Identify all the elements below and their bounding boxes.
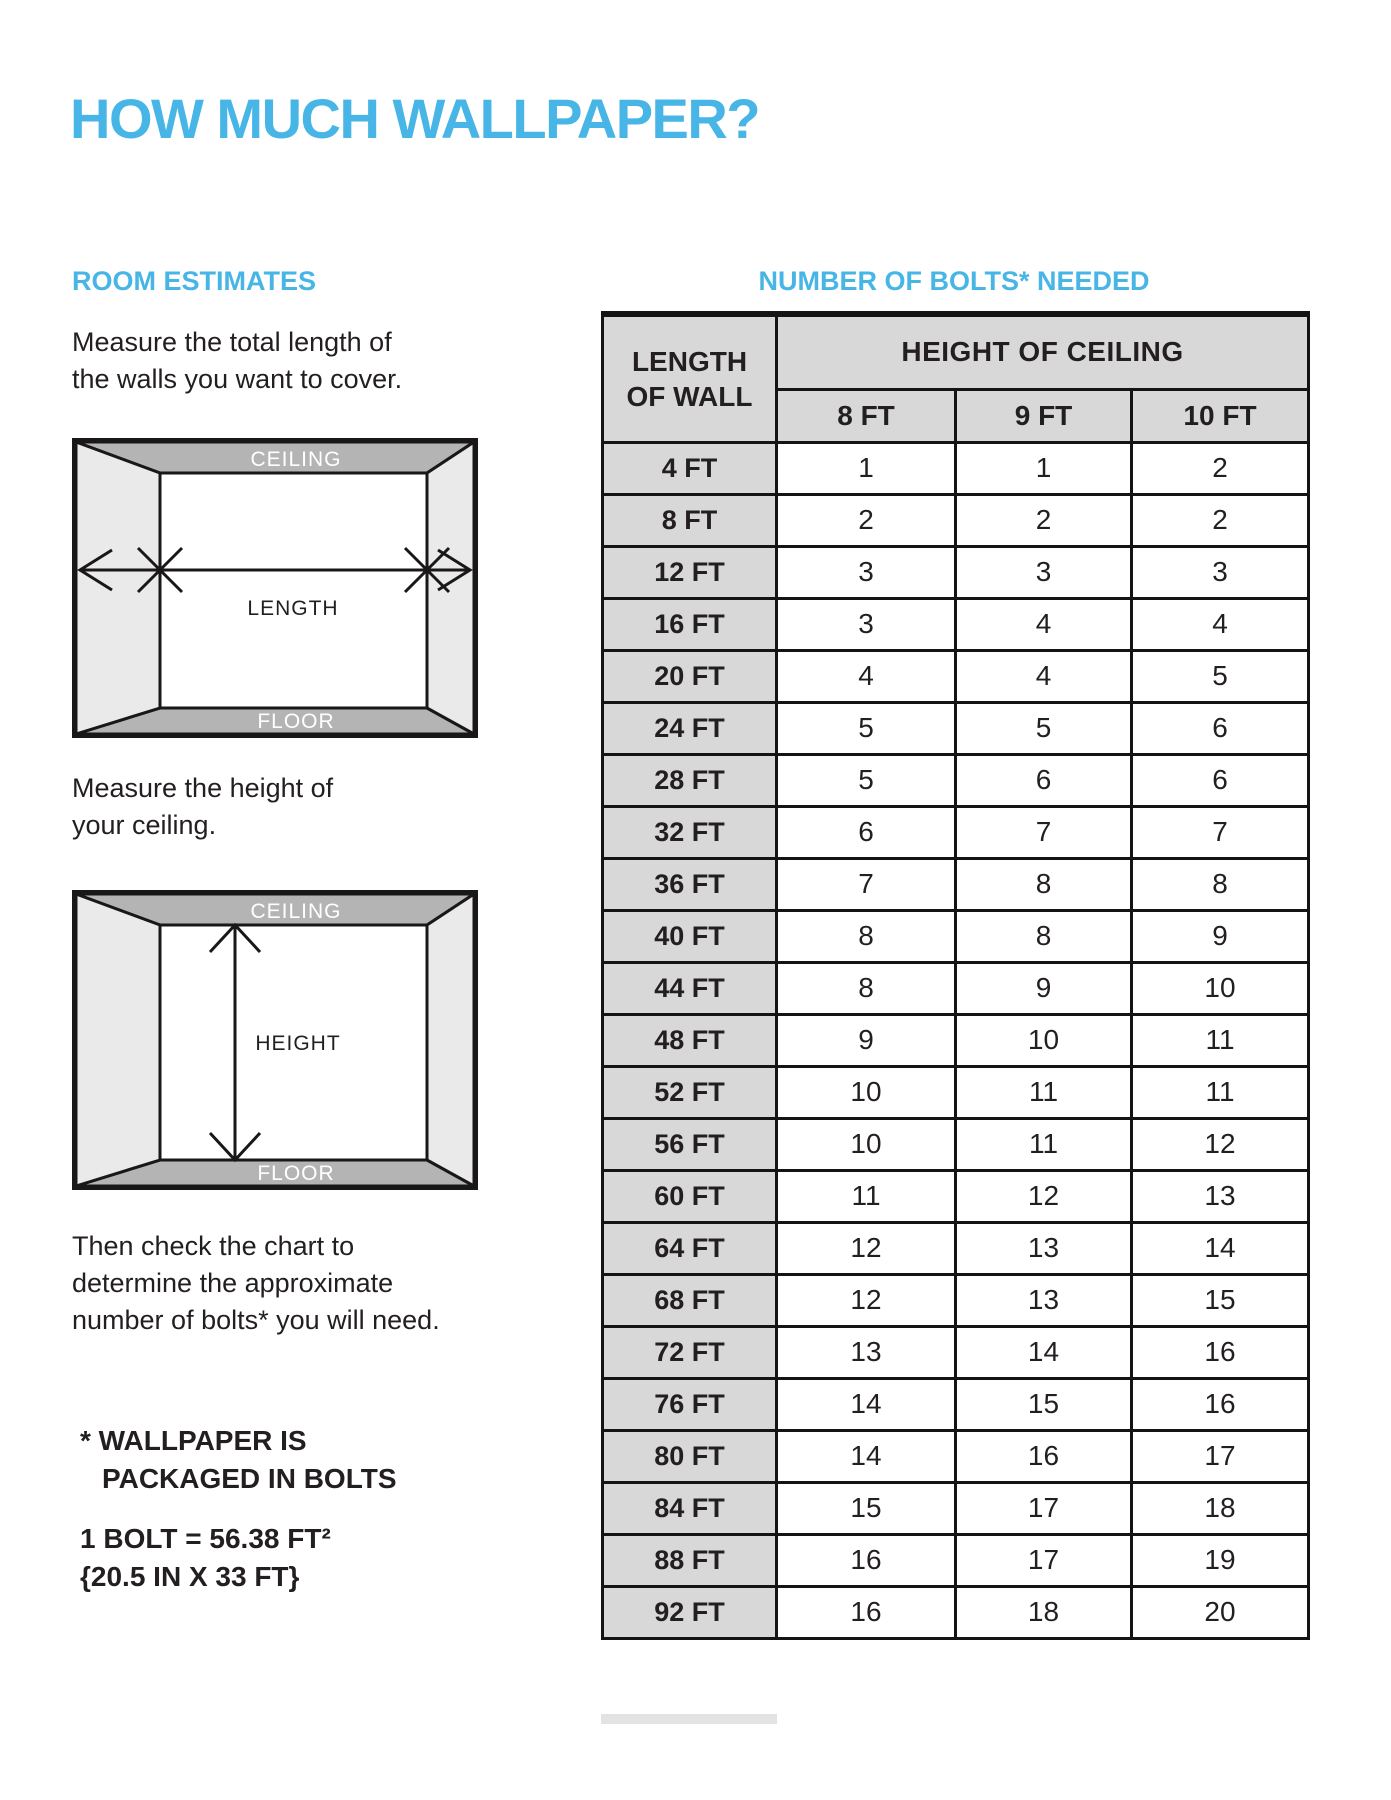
back-wall-surface [160, 473, 427, 708]
floor-label: FLOOR [257, 1162, 335, 1185]
bolt-count-cell: 11 [956, 1118, 1132, 1170]
bolt-count-cell: 13 [1132, 1170, 1309, 1222]
bolt-count-cell: 18 [1132, 1482, 1309, 1534]
bolt-count-cell: 16 [956, 1430, 1132, 1482]
table-row [603, 1118, 1309, 1170]
bolt-count-cell: 1 [956, 442, 1132, 494]
table-bottom-shadow [601, 1714, 777, 1724]
wall-length-cell: 76 FT [603, 1378, 777, 1430]
bolt-count-cell: 4 [1132, 598, 1309, 650]
bolt-count-cell: 11 [956, 1066, 1132, 1118]
bolt-count-cell: 8 [777, 962, 956, 1014]
ceiling-label: CEILING [250, 900, 342, 923]
table-row [603, 1274, 1309, 1326]
bolt-count-cell: 7 [1132, 806, 1309, 858]
wall-length-cell: 80 FT [603, 1430, 777, 1482]
bolt-count-cell: 6 [1132, 702, 1309, 754]
wall-length-cell: 88 FT [603, 1534, 777, 1586]
step2-line2: your ceiling. [72, 810, 217, 840]
wall-length-cell: 28 FT [603, 754, 777, 806]
table-row [603, 910, 1309, 962]
bolt-count-cell: 7 [777, 858, 956, 910]
bolt-count-cell: 10 [777, 1066, 956, 1118]
bolt-count-cell: 3 [956, 546, 1132, 598]
room-estimates-heading: ROOM ESTIMATES [72, 266, 317, 296]
length-of-wall-header-line1: LENGTH [631, 345, 748, 377]
bolt-count-cell: 6 [777, 806, 956, 858]
bolt-count-cell: 17 [956, 1482, 1132, 1534]
bolt-count-cell: 16 [1132, 1378, 1309, 1430]
packaging-note-line2: PACKAGED IN BOLTS [102, 1463, 397, 1494]
table-row [603, 1482, 1309, 1534]
bolt-count-cell: 5 [777, 754, 956, 806]
bolt-equation: 1 BOLT = 56.38 FT² [80, 1523, 331, 1554]
ceiling-8ft-header: 8 FT [777, 389, 956, 442]
bolt-count-cell: 14 [1132, 1222, 1309, 1274]
table-row [603, 702, 1309, 754]
table-row [603, 1430, 1309, 1482]
bolt-count-cell: 16 [777, 1534, 956, 1586]
wall-length-cell: 84 FT [603, 1482, 777, 1534]
table-row [603, 650, 1309, 702]
table-row [603, 1066, 1309, 1118]
wall-length-cell: 24 FT [603, 702, 777, 754]
step1-line2: the walls you want to cover. [72, 364, 403, 394]
table-row [603, 1222, 1309, 1274]
bolt-count-cell: 5 [777, 702, 956, 754]
bolt-count-cell: 13 [956, 1274, 1132, 1326]
table-row [603, 806, 1309, 858]
bolt-count-cell: 15 [777, 1482, 956, 1534]
bolt-count-cell: 14 [956, 1326, 1132, 1378]
bolt-count-cell: 10 [1132, 962, 1309, 1014]
bolt-count-cell: 4 [956, 598, 1132, 650]
bolt-count-cell: 17 [1132, 1430, 1309, 1482]
bolt-count-cell: 2 [1132, 494, 1309, 546]
bolt-count-cell: 3 [777, 546, 956, 598]
bolt-count-cell: 5 [1132, 650, 1309, 702]
length-room-diagram [72, 438, 478, 738]
bolt-count-cell: 18 [956, 1586, 1132, 1638]
bolt-count-cell: 11 [1132, 1014, 1309, 1066]
packaging-note [80, 1422, 397, 1498]
bolt-count-cell: 8 [777, 910, 956, 962]
ceiling-label: CEILING [250, 448, 342, 471]
bolt-count-cell: 9 [1132, 910, 1309, 962]
table-row [603, 1170, 1309, 1222]
bolt-count-cell: 8 [956, 910, 1132, 962]
step3-line2: determine the approximate [72, 1268, 394, 1298]
wall-length-cell: 16 FT [603, 598, 777, 650]
left-wall-surface [76, 442, 160, 734]
bolt-count-cell: 2 [956, 494, 1132, 546]
wall-length-cell: 68 FT [603, 1274, 777, 1326]
bolt-count-cell: 12 [1132, 1118, 1309, 1170]
bolt-count-cell: 14 [777, 1378, 956, 1430]
floor-label: FLOOR [257, 710, 335, 733]
height-room-diagram [72, 890, 478, 1190]
bolt-count-cell: 8 [956, 858, 1132, 910]
packaging-note-line1: * WALLPAPER IS [80, 1425, 307, 1456]
left-wall-surface [76, 894, 160, 1186]
bolt-count-cell: 1 [777, 442, 956, 494]
table-row [603, 754, 1309, 806]
table-row [603, 1326, 1309, 1378]
step1-text [72, 324, 402, 398]
table-row [603, 1586, 1309, 1638]
wall-length-cell: 12 FT [603, 546, 777, 598]
height-of-ceiling-header: HEIGHT OF CEILING [777, 314, 1309, 389]
bolt-count-cell: 17 [956, 1534, 1132, 1586]
table-row [603, 546, 1309, 598]
bolt-count-cell: 5 [956, 702, 1132, 754]
step3-text [72, 1228, 440, 1339]
wall-length-cell: 8 FT [603, 494, 777, 546]
wall-length-cell: 44 FT [603, 962, 777, 1014]
bolt-count-cell: 16 [1132, 1326, 1309, 1378]
bolt-count-cell: 16 [777, 1586, 956, 1638]
length-of-wall-header-line2: OF WALL [626, 380, 753, 412]
step3-line3: number of bolts* you will need. [72, 1305, 440, 1335]
bolt-count-cell: 9 [777, 1014, 956, 1066]
bolt-count-cell: 6 [1132, 754, 1309, 806]
wall-length-cell: 36 FT [603, 858, 777, 910]
wall-length-cell: 48 FT [603, 1014, 777, 1066]
table-row [603, 1534, 1309, 1586]
bolt-count-cell: 7 [956, 806, 1132, 858]
step2-text [72, 770, 333, 844]
wall-length-cell: 32 FT [603, 806, 777, 858]
step1-line1: Measure the total length of [72, 327, 392, 357]
table-row [603, 1378, 1309, 1430]
step2-line1: Measure the height of [72, 773, 334, 803]
table-row [603, 494, 1309, 546]
bolt-count-cell: 2 [1132, 442, 1309, 494]
wall-length-cell: 64 FT [603, 1222, 777, 1274]
bolt-dimensions: {20.5 IN X 33 FT} [80, 1561, 300, 1592]
page-title: HOW MUCH WALLPAPER? [70, 87, 760, 150]
bolt-count-cell: 9 [956, 962, 1132, 1014]
right-wall-surface [427, 894, 474, 1186]
step3-line1: Then check the chart to [72, 1231, 355, 1261]
ceiling-9ft-header: 9 FT [956, 389, 1132, 442]
height-label: HEIGHT [255, 1032, 341, 1055]
bolt-count-cell: 10 [956, 1014, 1132, 1066]
bolt-count-cell: 11 [1132, 1066, 1309, 1118]
right-wall-surface [427, 442, 474, 734]
table-row [603, 858, 1309, 910]
bolt-count-cell: 4 [956, 650, 1132, 702]
bolt-count-cell: 12 [777, 1222, 956, 1274]
bolt-count-cell: 14 [777, 1430, 956, 1482]
bolt-count-cell: 11 [777, 1170, 956, 1222]
length-of-wall-header [603, 314, 777, 442]
bolt-count-cell: 6 [956, 754, 1132, 806]
wall-length-cell: 60 FT [603, 1170, 777, 1222]
ceiling-10ft-header: 10 FT [1132, 389, 1309, 442]
length-label: LENGTH [247, 597, 339, 620]
bolt-count-cell: 19 [1132, 1534, 1309, 1586]
table-row [603, 1014, 1309, 1066]
bolt-count-cell: 4 [777, 650, 956, 702]
wall-length-cell: 40 FT [603, 910, 777, 962]
wall-length-cell: 92 FT [603, 1586, 777, 1638]
bolts-table-heading: NUMBER OF BOLTS* NEEDED [758, 266, 1150, 296]
bolt-count-cell: 3 [777, 598, 956, 650]
bolt-count-cell: 20 [1132, 1586, 1309, 1638]
wall-length-cell: 52 FT [603, 1066, 777, 1118]
bolt-count-cell: 15 [956, 1378, 1132, 1430]
bolt-count-cell: 8 [1132, 858, 1309, 910]
wall-length-cell: 20 FT [603, 650, 777, 702]
bolts-needed-table [601, 311, 1310, 1640]
wall-length-cell: 4 FT [603, 442, 777, 494]
bolt-count-cell: 13 [777, 1326, 956, 1378]
table-row [603, 598, 1309, 650]
bolt-count-cell: 12 [956, 1170, 1132, 1222]
table-row [603, 442, 1309, 494]
bolt-count-cell: 2 [777, 494, 956, 546]
bolt-count-cell: 15 [1132, 1274, 1309, 1326]
bolt-count-cell: 12 [777, 1274, 956, 1326]
bolt-count-cell: 3 [1132, 546, 1309, 598]
bolt-count-cell: 13 [956, 1222, 1132, 1274]
wall-length-cell: 72 FT [603, 1326, 777, 1378]
bolt-count-cell: 10 [777, 1118, 956, 1170]
table-row [603, 962, 1309, 1014]
wall-length-cell: 56 FT [603, 1118, 777, 1170]
bolt-size-note [80, 1520, 331, 1596]
